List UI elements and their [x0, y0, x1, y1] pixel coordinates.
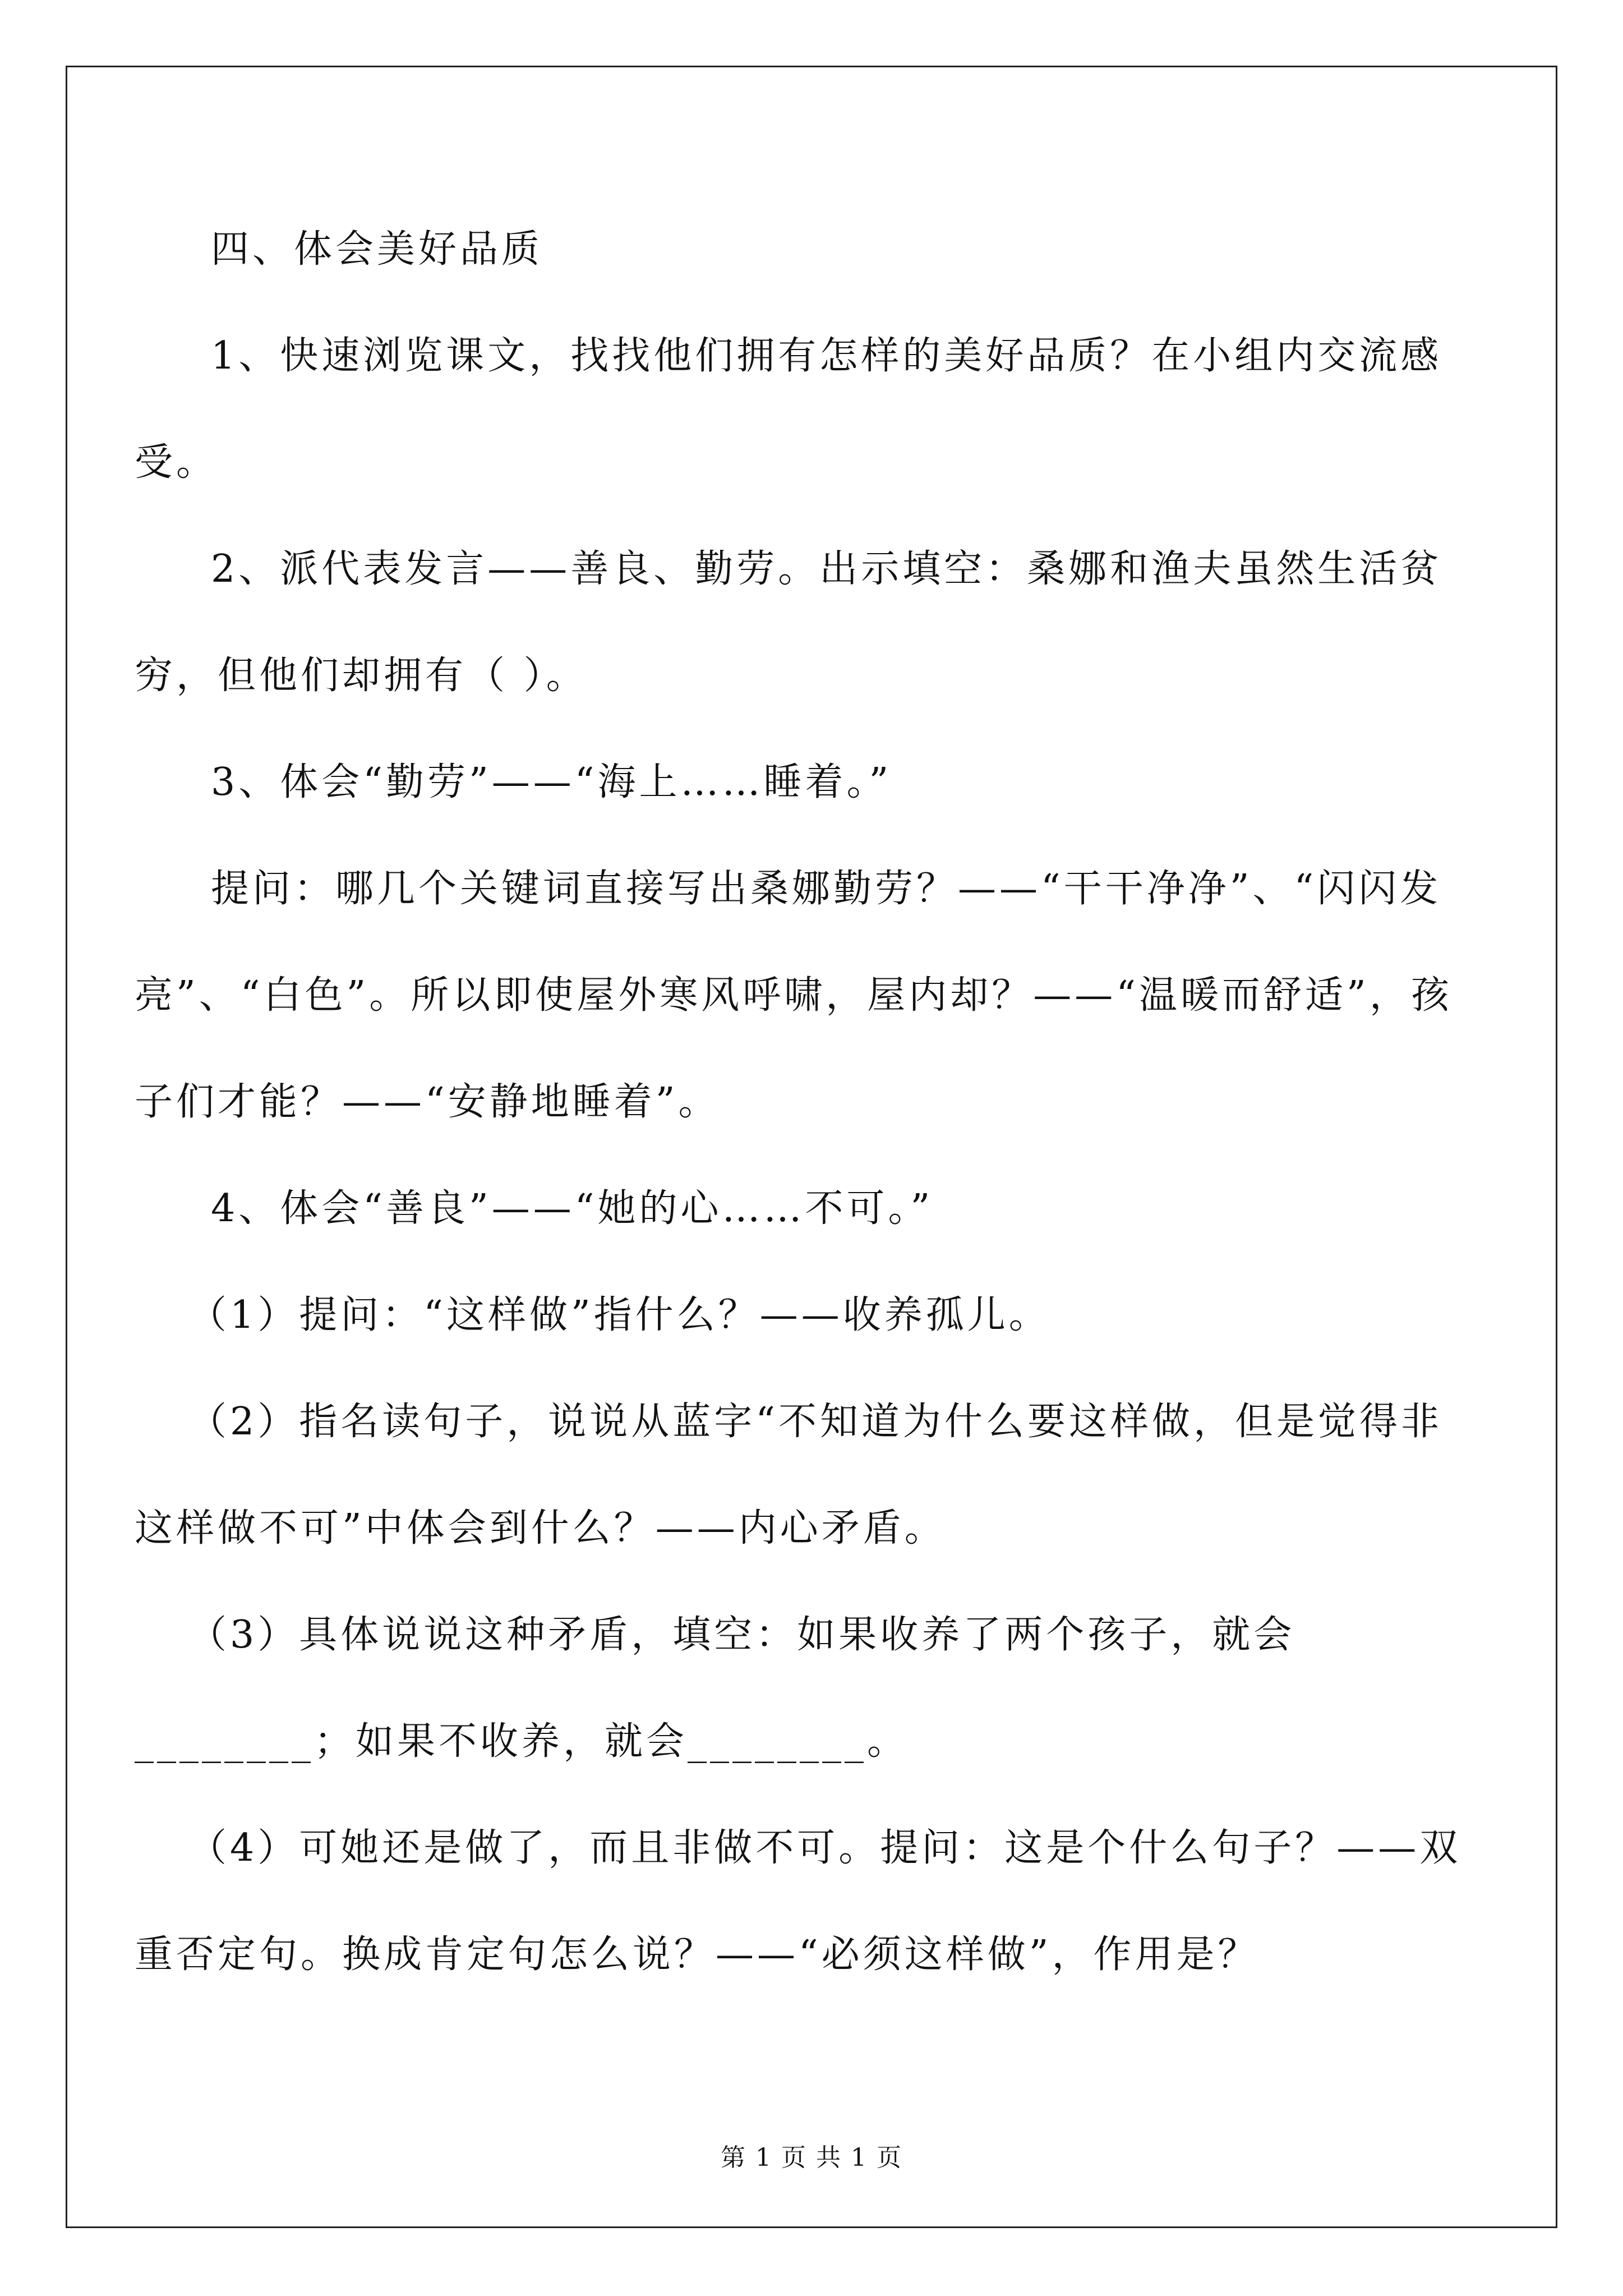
paragraph-1: 1、快速浏览课文，找找他们拥有怎样的美好品质？在小组内交流感受。 [135, 334, 1442, 485]
section-heading: 四、体会美好品质 [211, 227, 543, 272]
paragraph-5: 4、体会“善良”——“她的心……不可。” [211, 1186, 934, 1231]
paragraph-6: （1）提问：“这样做”指什么？——收养孤儿。 [188, 1293, 1050, 1337]
paragraph-9: （4）可她还是做了，而且非做不可。提问：这是个什么句子？——双重否定句。换成肯定句怎么说？——“必须这样做”，作用是？ [135, 1826, 1461, 1977]
paragraph-4: 提问：哪几个关键词直接写出桑娜勤劳？——“干干净净”、“闪闪发亮”、“白色”。所以即使屋外寒风呼啸，屋内却？——“温暖而舒适”，孩子们才能？——“安静地睡着”。 [135, 867, 1453, 1124]
page-number-footer: 第 1 页 共 1 页 [721, 2143, 902, 2172]
paragraph-7: （2）指名读句子，说说从蓝字“不知道为什么要这样做，但是觉得非这样做不可”中体会到什么？——内心矛盾。 [135, 1400, 1443, 1550]
paragraph-3: 3、体会“勤劳”——“海上……睡着。” [211, 760, 892, 804]
paragraph-8: （3）具体说说这种矛盾，填空：如果收养了两个孩子，就会________；如果不收养，就会________。 [135, 1613, 1295, 1764]
paragraph-2: 2、派代表发言——善良、勤劳。出示填空：桑娜和渔夫虽然生活贫穷，但他们却拥有（ ）。 [135, 547, 1442, 698]
